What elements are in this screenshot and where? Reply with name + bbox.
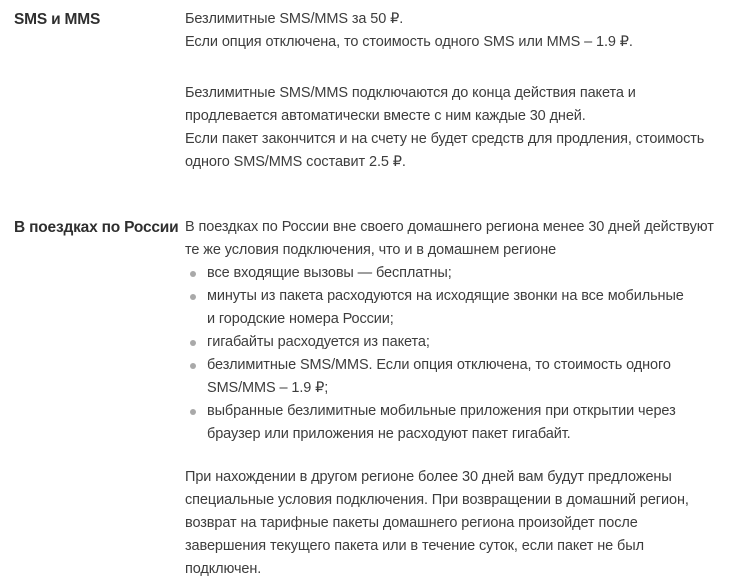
text-line: те же условия подключения, что и в домашнем регионе — [185, 242, 557, 258]
outro-paragraph — [185, 466, 741, 581]
list-item — [185, 262, 741, 285]
text-line: Безлимитные SMS/MMS подключаются до конца действия пакета и — [185, 85, 636, 101]
text-line: безлимитные SMS/MMS. Если опция отключена, то стоимость одного — [207, 357, 671, 373]
text-line: продлевается автоматически вместе с ним каждые 30 дней. — [185, 108, 586, 124]
row-term-sms-mms: SMS и MMS — [14, 11, 101, 28]
row-term-travel-russia: В поездках по России — [14, 219, 179, 236]
bullet-dot-icon — [190, 409, 196, 415]
text-line: В поездках по России вне своего домашнего региона менее 30 дней действуют — [185, 219, 714, 235]
text-line: специальные условия подключения. При возвращении в домашний регион, — [185, 492, 689, 508]
intro-paragraph — [185, 216, 741, 262]
bullet-dot-icon — [190, 363, 196, 369]
bullet-dot-icon — [190, 340, 196, 346]
text-line: Безлимитные SMS/MMS за 50 ₽. — [185, 11, 404, 27]
list-item — [185, 400, 741, 446]
text-line: одного SMS/MMS составит 2.5 ₽. — [185, 154, 406, 170]
row-sms-mms — [14, 8, 741, 174]
row-travel-russia — [14, 216, 741, 581]
text-line: При нахождении в другом регионе более 30 дней вам будут предложены — [185, 469, 672, 485]
text-line: и городские номера России; — [207, 311, 394, 327]
text-line: Если пакет закончится и на счету не будет средств для продления, стоимость — [185, 131, 705, 147]
text-line: возврат на тарифные пакеты домашнего региона произойдет после — [185, 515, 638, 531]
list-item — [185, 354, 741, 400]
text-line: браузер или приложения не расходуют пакет гигабайт. — [207, 426, 571, 442]
text-line: SMS/MMS – 1.9 ₽; — [207, 380, 329, 396]
price-paragraph — [185, 8, 741, 54]
text-line: завершения текущего пакета или в течение суток, если пакет не был — [185, 538, 644, 554]
renewal-paragraph — [185, 82, 741, 174]
conditions-list — [185, 262, 741, 446]
bullet-dot-icon — [190, 271, 196, 277]
text-line: гигабайты расходуется из пакета; — [207, 334, 430, 350]
text-line: Если опция отключена, то стоимость одного SMS или MMS – 1.9 ₽. — [185, 34, 633, 50]
list-item — [185, 285, 741, 331]
bullet-dot-icon — [190, 294, 196, 300]
row-description — [185, 8, 741, 174]
row-description — [185, 216, 741, 581]
list-item — [185, 331, 741, 354]
text-line: выбранные безлимитные мобильные приложения при открытии через — [207, 403, 676, 419]
text-line: подключен. — [185, 561, 262, 577]
text-line: все входящие вызовы — бесплатны; — [207, 265, 452, 281]
text-line: минуты из пакета расходуются на исходящие звонки на все мобильные — [207, 288, 684, 304]
